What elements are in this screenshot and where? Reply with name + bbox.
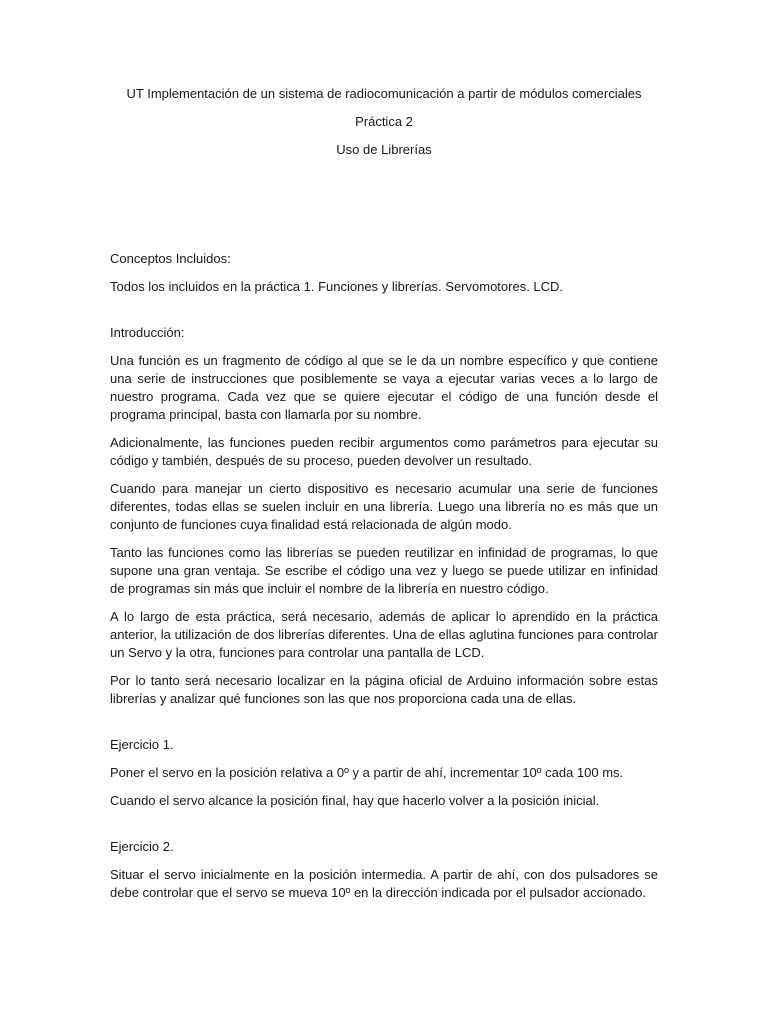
section-heading: Introducción: [110, 325, 185, 340]
section-introduccion [110, 324, 658, 708]
paragraph: Cuando para manejar un cierto dispositivo es necesario acumular una serie de funciones diferentes, todas ellas se suelen incluir en una librería. Luego una librería no es más que un conjunto de funciones cuya finalidad está relacionada de algún modo. [110, 481, 658, 532]
document-header [0, 86, 768, 170]
section-heading: Ejercicio 1. [110, 737, 174, 752]
paragraph: Por lo tanto será necesario localizar en la página oficial de Arduino información sobre estas librerías y analizar qué funciones son las que nos proporciona cada una de ellas. [110, 673, 658, 706]
document-subtitle: Uso de Librerías [336, 142, 432, 157]
practice-number: Práctica 2 [355, 114, 413, 129]
paragraph: Cuando el servo alcance la posición final, hay que hacerlo volver a la posición inicial. [110, 793, 600, 808]
paragraph: Poner el servo en la posición relativa a 0º y a partir de ahí, incrementar 10º cada 100 ms. [110, 765, 624, 780]
paragraph: Situar el servo inicialmente en la posición intermedia. A partir de ahí, con dos pulsadores se debe controlar que el servo se mueva 10º en la dirección indicada por el pulsador accionado. [110, 867, 658, 900]
paragraph: Una función es un fragmento de código al que se le da un nombre específico y que contiene una serie de instrucciones que posiblemente se vaya a ejecutar varias veces a lo largo de nuestro programa. Cada vez que se quiere ejecutar el código de una función desde el programa principal, basta con llamarla por su nombre. [110, 353, 658, 422]
document-body [110, 250, 658, 912]
paragraph: Todos los incluidos en la práctica 1. Funciones y librerías. Servomotores. LCD. [110, 279, 564, 294]
paragraph: Adicionalmente, las funciones pueden recibir argumentos como parámetros para ejecutar su código y también, después de su proceso, pueden devolver un resultado. [110, 435, 658, 468]
paragraph: A lo largo de esta práctica, será necesario, además de aplicar lo aprendido en la práctica anterior, la utilización de dos librerías diferentes. Una de ellas aglutina funciones para controlar un Servo y la otra, funciones para controlar una pantalla de LCD. [110, 609, 658, 660]
document-title: UT Implementación de un sistema de radiocomunicación a partir de módulos comerciales [126, 86, 642, 101]
section-conceptos [110, 250, 658, 296]
paragraph: Tanto las funciones como las librerías se pueden reutilizar en infinidad de programas, lo que supone una gran ventaja. Se escribe el código una vez y luego se puede utilizar en infinidad de programas sin más que incluir el nombre de la librería en nuestro código. [110, 545, 658, 596]
section-heading: Conceptos Incluidos: [110, 251, 231, 266]
section-ejercicio-2 [110, 838, 658, 902]
section-ejercicio-1 [110, 736, 658, 810]
section-heading: Ejercicio 2. [110, 839, 174, 854]
